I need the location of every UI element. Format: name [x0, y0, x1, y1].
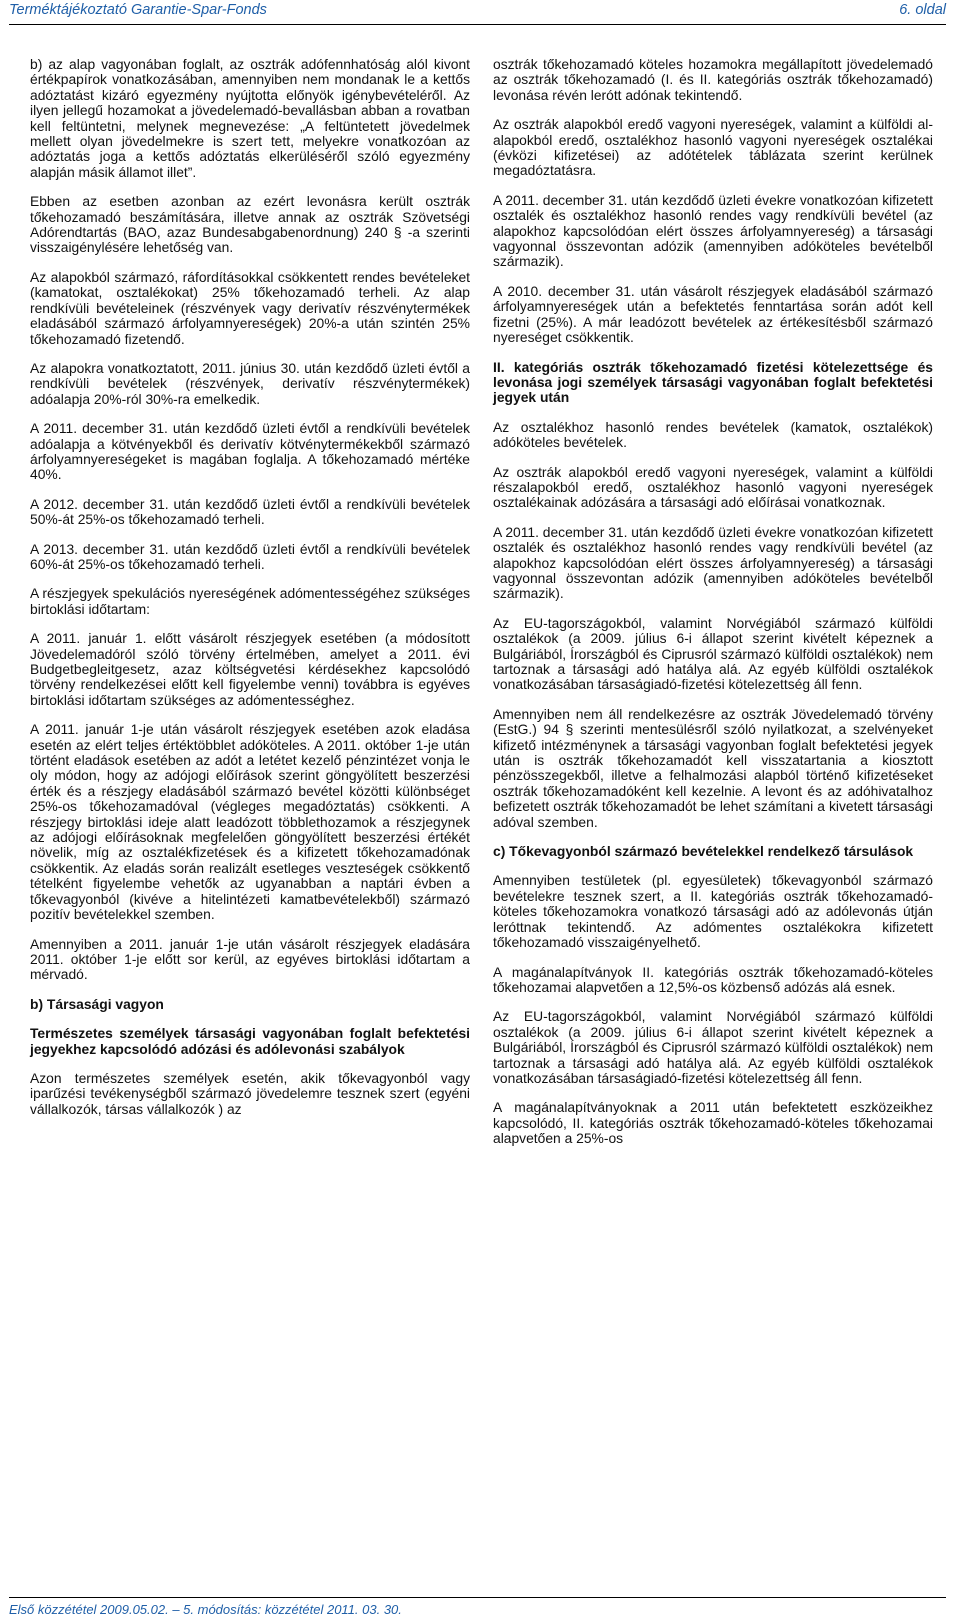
paragraph: Az osztrák alapokból eredő vagyoni nyereségek, valamint a külföldi részalapokból eredő, osztalékhoz hasonló vagyoni nyereségek osztalékainak adózására a társasági adó előírásai vonatkoznak.: [493, 463, 933, 511]
paragraph: Amennyiben testületek (pl. egyesületek) tőkevagyonból származó bevételekre tesznek szert, a II. kategóriás osztrák tőkehozamadó-köteles tőkehozamokra vonatkozó társasági adó az adólevonás útján leróttnak tekintendő. Az adómentes osztalékokra kifizetett tőkehozamadó visszaigényelhető.: [493, 872, 933, 951]
paragraph: A 2011. január 1. előtt vásárolt részjegyek esetében (a módosított Jövedelemadóról szóló törvény értelmében, amelyet a 2011. évi Budgetbegleitgesetz, azaz költségvetési kérdésekhez kapcsolódó törvény rendelkezései előtt kell figyelembe venni) továbbra is egyéves birtoklási időtartam szükséges az adómentességhez.: [30, 630, 470, 708]
paragraph: A 2011. január 1-je után vásárolt részjegyek esetében azok eladása esetén az elért teljes értéktöbblet adóköteles. A 2011. október 1-je után történt eladások esetében az adót a letétet kezelő pénzintézet vonja le oly módon, hogy az adójogi előírások szerint göngyölített beszerzési érték és a részjegy eladásából származó bevétel közötti különbséget 25%-os tőkehozamadóval (végleges megadóztatás) csökkenti. A részjegy birtoklási ideje alatt leadózott többlethozamok a részjegynek az adójogi előírásoknak megfelelően göngyölített beszerzési értékét növelik, míg az osztalékfizetések és a kifizetett tőkehozamadónak csökkentik. Az eladás során realizált esetleges veszteségek csökkentő tételként figyelembe vehetők az ugyanabban a naptári évben a tőkevagyonból (kivéve a hitelintézeti kamatbevételekből) származó pozitív bevételekkel szemben.: [30, 721, 470, 923]
paragraph: A magánalapítványok II. kategóriás osztrák tőkehozamadó-köteles tőkehozamai alapvetően a 12,5%-os közbenső adózás alá esnek.: [493, 963, 933, 995]
paragraph: b) az alap vagyonában foglalt, az osztrák adófennhatóság alól kivont értékpapírok vonatkozásában, amennyiben nem mondanak le a kettős adóztatást kizáró egyezmény nyújtotta előnyök igénybevételéről. Az ilyen jellegű hozamokat a jövedelemadó-bevallásban abban a rovatban kell feltüntetni, melynek megnevezése: „A feltüntetett jövedelmek mellett olyan jövedelmekre is szert tett, melyekre vonatkozóan az adóztatás joga a kettős adóztatás elkerüléséről szóló egyezmény alapján másik államot illet”.: [30, 56, 470, 180]
paragraph: Amennyiben nem áll rendelkezésre az osztrák Jövedelemadó törvény (EstG.) 94 § szerinti mentesülésről szóló nyilatkozat, a szelvényeket kifizető intézménynek a társasági vagyonban foglalt befektetési jegyek után is osztrák tőkehozamadót kell visszatartania a kiosztott pénzösszegekből, illetve a felhalmozási alapból történő kifizetéseket osztrák tőkehozamadóként kell kezelnie. A levont és az adóhivatalhoz befizetett osztrák tőkehozamadót be lehet számítani a kivetett társasági adóval szemben.: [493, 705, 933, 830]
section-heading: II. kategóriás osztrák tőkehozamadó fizetési kötelezettsége és levonása jogi személyek társasági vagyonában foglalt befektetési jegyek után: [493, 358, 933, 406]
paragraph: A 2012. december 31. után kezdődő üzleti évtől a rendkívüli bevételek 50%-át 25%-os tőkehozamadó terheli.: [30, 495, 470, 528]
section-heading: b) Társasági vagyon: [30, 995, 164, 1012]
header-divider: [9, 24, 946, 25]
paragraph: A magánalapítványoknak a 2011 után befektetett eszközeikhez kapcsolódó, II. kategóriás osztrák tőkehozamadó-köteles tőkehozamai alapvetően a 25%-os: [493, 1099, 933, 1147]
paragraph: A 2011. december 31. után kezdődő üzleti évtől a rendkívüli bevételek adóalapja a kötvényekből és derivatív kötvénytermékekből származó árfolyamnyereségeket is magában foglalja. A tőkehozamadó mértéke 40%.: [30, 420, 470, 483]
right-column: [493, 57, 933, 1161]
paragraph: Amennyiben a 2011. január 1-je után vásárolt részjegyek eladására 2011. október 1-je előtt sor kerül, az egyéves birtoklási időtartam a mérvadó.: [30, 935, 470, 983]
paragraph: Az EU-tagországokból, valamint Norvégiából származó külföldi osztalékok (a 2009. július 6-i állapot szerint kivételt képeznek a Bulgáriából, Írországból és Ciprusról származó külföldi osztalékok) nem tartoznak a társasági adó hatálya alá. Az egyéb külföldi osztalékok vonatkozásában társaságiadó-fizetési kötelezettség áll fenn.: [493, 614, 933, 693]
paragraph: Az alapokra vonatkoztatott, 2011. június 30. után kezdődő üzleti évtől a rendkívüli bevételek (részvények, derivatív részvénytermékek) adóalapja 20%-ról 30%-ra emelkedik.: [30, 359, 470, 407]
paragraph: Az alapokból származó, ráfordításokkal csökkentett rendes bevételeket (kamatokat, osztalékokat) 25% tőkehozamadó terheli. Az alap rendkívüli bevételeinek (részvények vagy derivatív részvénytermékek eladásából származó árfolyamnyereségek) 20%-a után szintén 25% tőkehozamadó fizetendő.: [30, 268, 470, 347]
footer-divider: [9, 1597, 946, 1598]
section-heading: Természetes személyek társasági vagyonában foglalt befektetési jegyekhez kapcsolódó adózási és adólevonási szabályok: [30, 1025, 470, 1057]
paragraph: Az EU-tagországokból, valamint Norvégiából származó külföldi osztalékok (a 2009. július 6-i állapot szerint kivételt képeznek a Bulgáriából, Írországból és Ciprusról származó külföldi osztalékok) nem tartoznak a társasági adó hatálya alá. Az egyéb külföldi osztalékok vonatkozásában társaságiadó-fizetési kötelezettség áll fenn.: [493, 1008, 933, 1086]
paragraph: A részjegyek spekulációs nyereségének adómentességéhez szükséges birtoklási időtartam:: [30, 585, 470, 617]
paragraph: osztrák tőkehozamadó köteles hozamokra megállapított jövedelemadó az osztrák tőkehozamadó (I. és II. kategóriás osztrák tőkehozamadó) levonása révén lerótt adónak tekintendő.: [493, 56, 933, 103]
paragraph: A 2011. december 31. után kezdődő üzleti évekre vonatkozóan kifizetett osztalék és osztalékhoz hasonló rendes vagy rendkívüli bevétel (az alapokhoz kapcsolódóan elért összes árfolyamnyereség) a társasági vagyonnal összevontan adózik (amennyiben adóköteles bevételből származik).: [493, 191, 933, 270]
page-number: 6. oldal: [899, 2, 946, 18]
paragraph: A 2011. december 31. után kezdődő üzleti évekre vonatkozóan kifizetett osztalék és osztalékhoz hasonló rendes vagy rendkívüli bevétel (az alapokhoz kapcsolódóan elért összes árfolyamnyereség) a társasági vagyonnal összevontan adózik (amennyiben adóköteles bevételből származik).: [493, 523, 933, 602]
page-footer: Első közzététel 2009.05.02. – 5. módosítás: közzététel 2011. 03. 30.: [9, 1602, 402, 1617]
paragraph: A 2010. december 31. után vásárolt részjegyek eladásából származó árfolyamnyereségek után a befektetés fenntartása során adót kell fizetni (25%). A már leadózott bevételek az értékesítésből származó nyereséget csökkentik.: [493, 282, 933, 346]
page-header: [9, 0, 946, 20]
paragraph: A 2013. december 31. után kezdődő üzleti évtől a rendkívüli bevételek 60%-át 25%-os tőkehozamadó terheli.: [30, 540, 470, 572]
paragraph: Azon természetes személyek esetén, akik tőkevagyonból vagy iparűzési tevékenységből származó jövedelemre tesznek szert (egyéni vállalkozók, társas vállalkozók ) az: [30, 1069, 470, 1117]
paragraph: Az osztalékhoz hasonló rendes bevételek (kamatok, osztalékok) adóköteles bevételek.: [493, 418, 933, 451]
left-column: [30, 57, 470, 1131]
paragraph: Az osztrák alapokból eredő vagyoni nyereségek, valamint a külföldi al-alapokból eredő, osztalékhoz hasonló vagyoni nyereségek osztalékai (évközi kifizetései) az adótételek táblázata szerint kerülnek megadóztatásra.: [493, 116, 933, 179]
paragraph: Ebben az esetben azonban az ezért levonásra került osztrák tőkehozamadó beszámítására, illetve annak az osztrák Szövetségi Adórendtartás (BAO, azaz Bundesabgabenordnung) 240 § -a szerinti visszaigénylésére lehetőség van.: [30, 193, 470, 256]
section-heading: c) Tőkevagyonból származó bevételekkel rendelkező társulások: [493, 843, 914, 860]
document-title: Terméktájékoztató Garantie-Spar-Fonds: [9, 2, 267, 18]
